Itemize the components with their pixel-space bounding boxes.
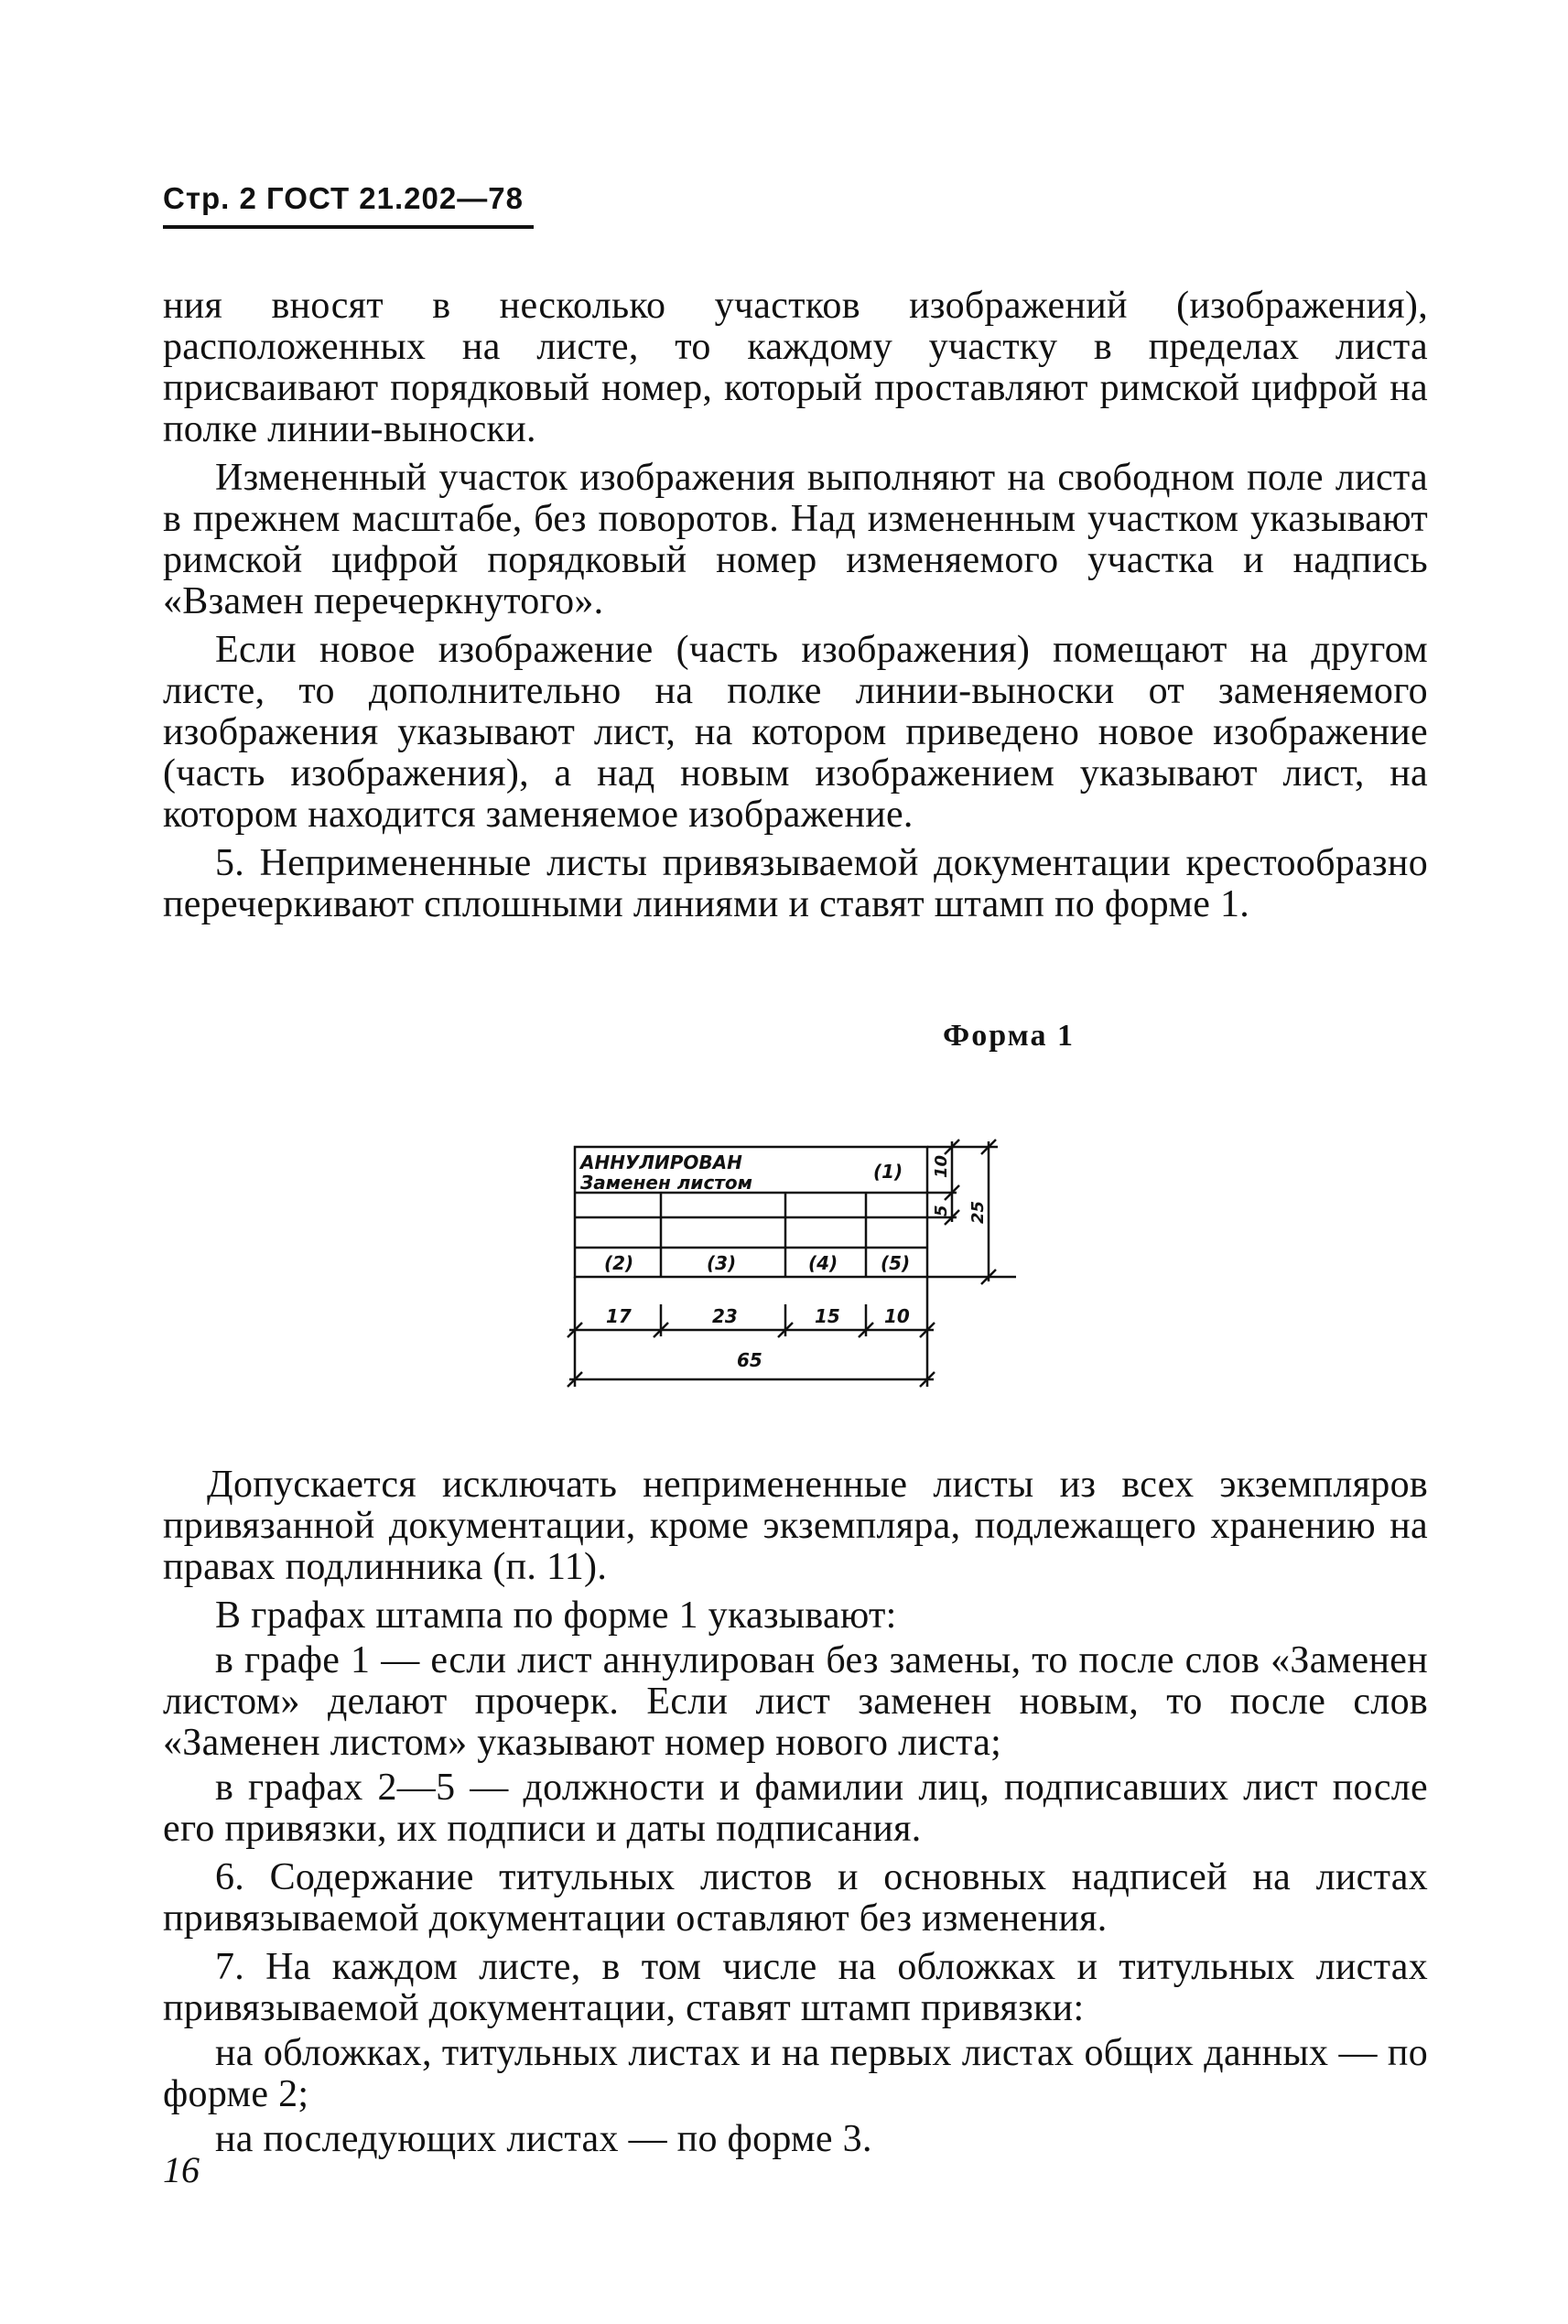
page-number: 16 <box>163 2149 200 2190</box>
paragraph: в графах 2—5 — должности и фамилии лиц, подписавших лист после его привязки, их подписи и даты подписания. <box>163 1767 1428 1850</box>
paragraph-item-6: 6. Содержание титульных листов и основных надписей на листах привязываемой документации оставляют без изменения. <box>163 1856 1428 1940</box>
paragraph: в графе 1 — если лист аннулирован без замены, то после слов «Заменен листом» делают прочерк. Если лист заменен новым, то после слов «Заменен листом» указывают номер нового листа; <box>163 1639 1428 1764</box>
paragraph: на обложках, титульных листах и на первых листах общих данных — по форме 2; <box>163 2032 1428 2115</box>
stamp-column-5-mark: (5) <box>881 1252 911 1274</box>
text-block-upper <box>163 286 1428 925</box>
dimension-25: 25 <box>968 1200 988 1224</box>
paragraph: Допускается исключать непримененные листы из всех экземпляров привязанной документации, кроме экземпляра, подлежащего хранению на правах подлинника (п. 11). <box>163 1464 1428 1588</box>
paragraph: Если новое изображение (часть изображения) помещают на другом листе, то дополнительно на полке линии-выноски от заменяемого изображения указывают лист, на котором приведено новое изображение (часть изображения), а над новым изображением указывают лист, на котором находится заменяемое изображение. <box>163 629 1428 836</box>
paragraph-item-7: 7. На каждом листе, в том числе на обложках и титульных листах привязываемой документации, ставят штамп привязки: <box>163 1946 1428 2029</box>
text-block-lower <box>163 1465 1428 2160</box>
stamp-annulled-label: АННУЛИРОВАН <box>580 1151 742 1173</box>
paragraph: В графах штампа по форме 1 указывают: <box>215 1594 897 1637</box>
dimension-65: 65 <box>737 1349 762 1371</box>
dimension-17: 17 <box>606 1305 632 1327</box>
stamp-replaced-label: Заменен листом <box>580 1172 752 1194</box>
stamp-column-2-mark: (2) <box>604 1252 634 1274</box>
dimension-23: 23 <box>712 1305 738 1327</box>
stamp-column-1-mark: (1) <box>873 1161 903 1183</box>
stamp-column-4-mark: (4) <box>808 1252 838 1274</box>
paragraph: Измененный участок изображения выполняют на свободном поле листа в прежнем масштабе, без поворотов. Над измененным участком указывают римской цифрой порядковый номер изменяемого участка и надпись «Взамен перечеркнутого». <box>163 457 1428 622</box>
page-header: Стр. 2 ГОСТ 21.202—78 <box>163 181 534 229</box>
form-label: Форма 1 <box>943 1019 1076 1053</box>
dimension-5: 5 <box>932 1205 951 1216</box>
dimension-10: 10 <box>884 1305 910 1327</box>
stamp-form-1-drawing <box>549 1121 1034 1414</box>
dimension-10-vertical: 10 <box>932 1154 951 1178</box>
stamp-column-3-mark: (3) <box>707 1252 737 1274</box>
paragraph-item-5: 5. Непримененные листы привязываемой документации крестообразно перечеркивают сплошными линиями и ставят штамп по форме 1. <box>163 842 1428 925</box>
dimension-15: 15 <box>815 1305 840 1327</box>
paragraph: ния вносят в несколько участков изображений (изображения), расположенных на листе, то каждому участку в пределах листа присваивают порядковый номер, который проставляют римской цифрой на полке линии-выноски. <box>163 285 1428 450</box>
paragraph: на последующих листах — по форме 3. <box>215 2118 872 2160</box>
